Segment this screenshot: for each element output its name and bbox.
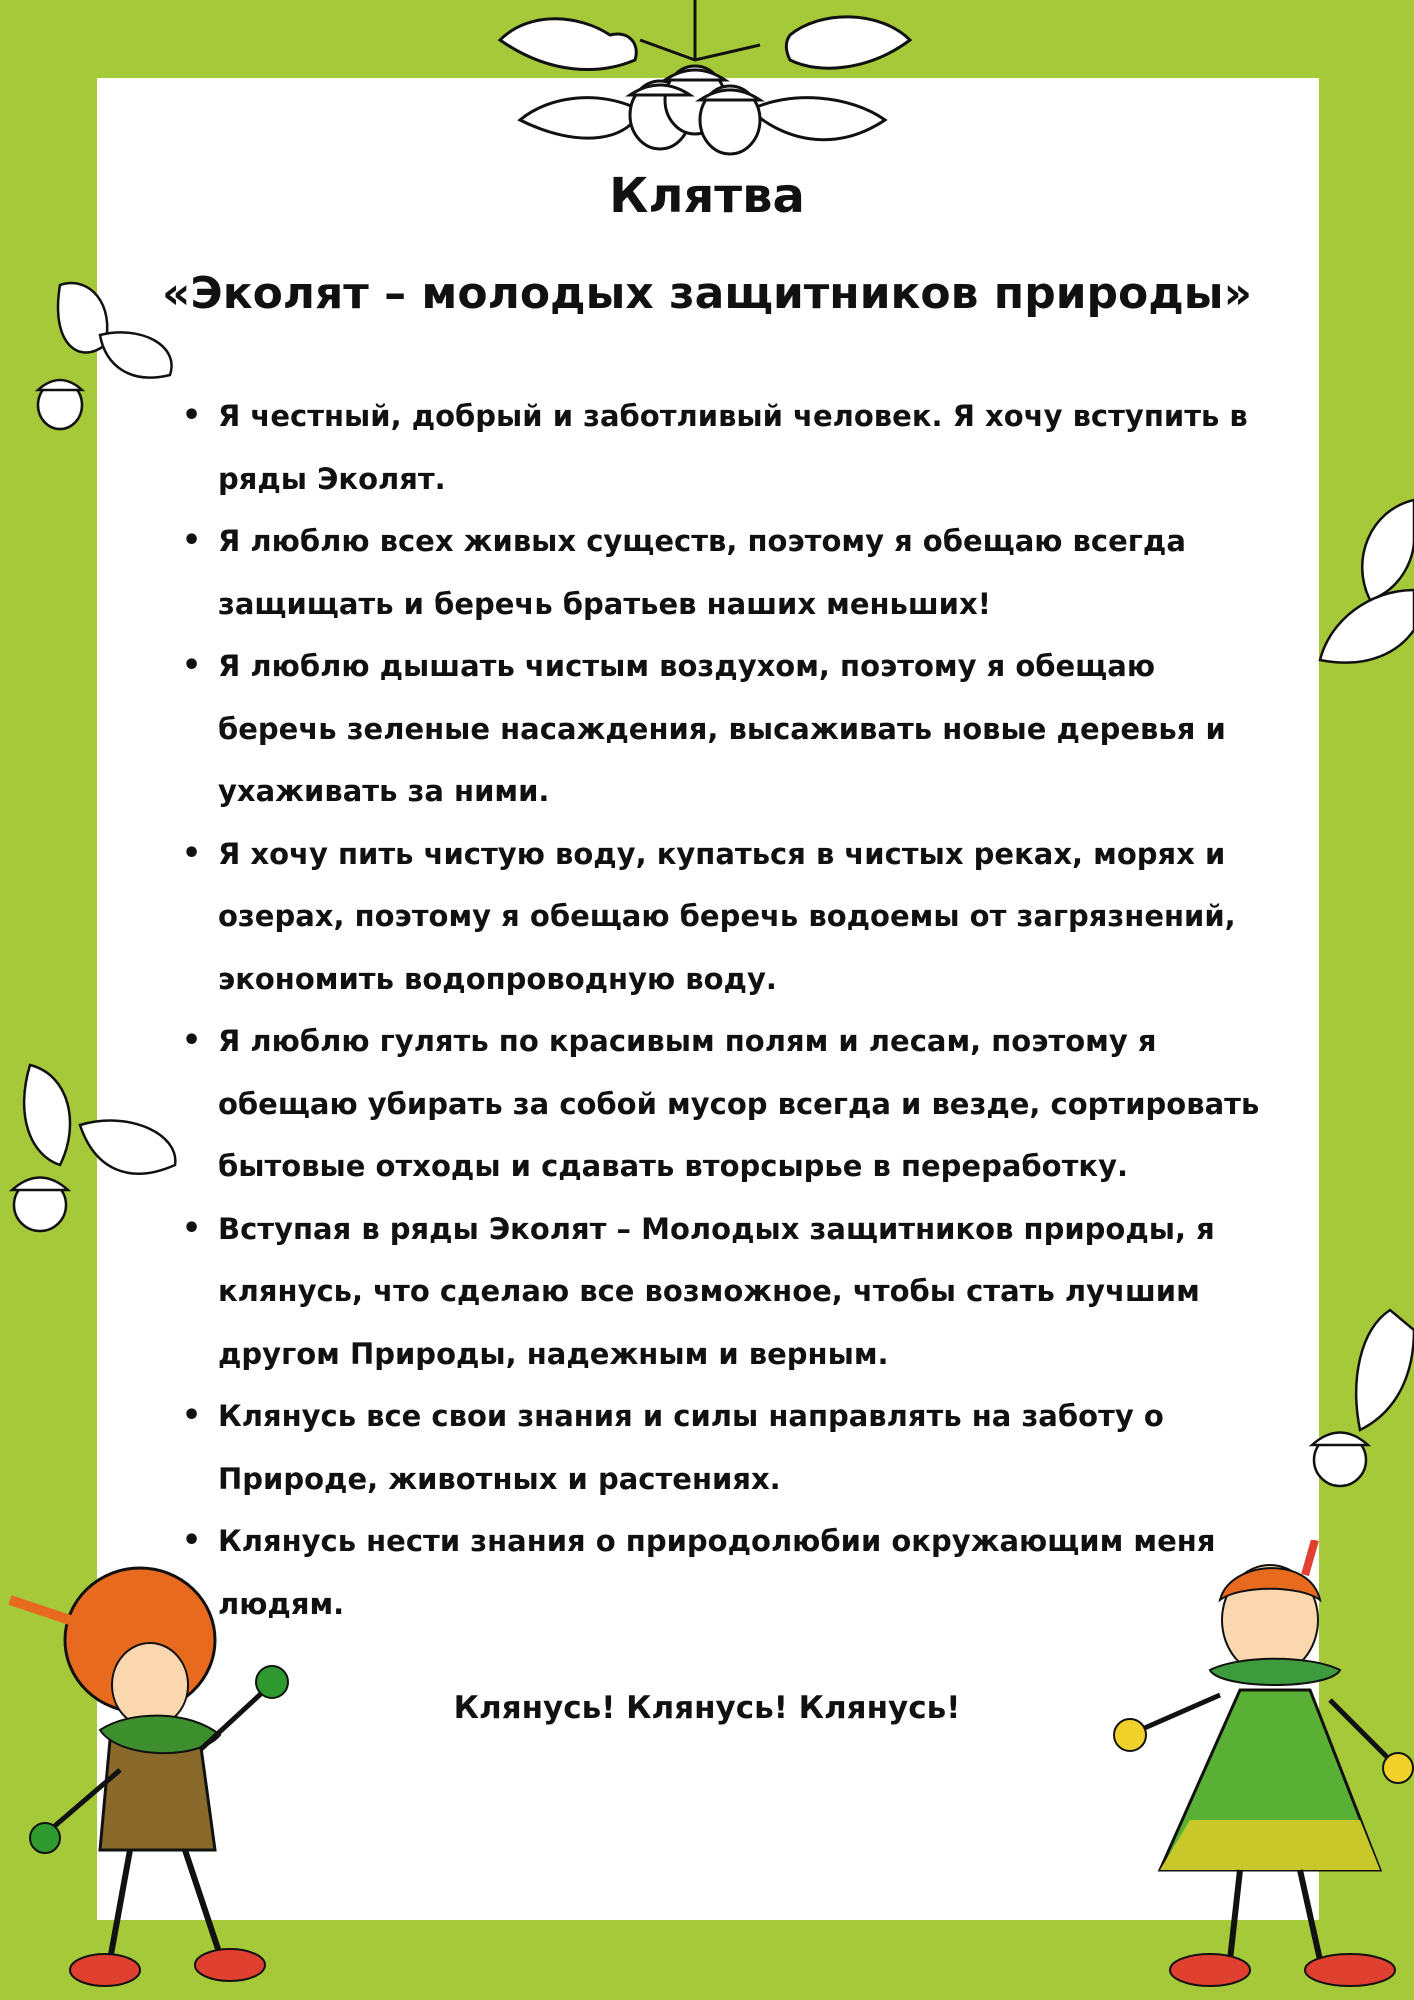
list-item xyxy=(170,1010,1270,1198)
page-title: Клятва xyxy=(609,168,805,224)
oath-item-text: Клянусь все свои знания и силы направлять на заботу о Природе, животных и растениях. xyxy=(218,1399,1164,1496)
bullet-icon: • xyxy=(182,1023,202,1058)
bullet-icon: • xyxy=(182,523,202,558)
bullet-icon: • xyxy=(182,1523,202,1558)
list-item xyxy=(170,385,1270,510)
page-subtitle: «Эколят – молодых защитников природы» xyxy=(161,268,1252,319)
oak-leaves-acorns-top-icon xyxy=(490,0,920,170)
list-item xyxy=(170,1510,1270,1635)
oath-item-text: Я хочу пить чистую воду, купаться в чистых реках, морях и озерах, поэтому я обещаю беречь водоемы от загрязнений, экономить водопроводную воду. xyxy=(218,836,1236,996)
oath-item-text: Я честный, добрый и заботливый человек. Я хочу вступить в ряды Эколят. xyxy=(218,399,1248,496)
list-item xyxy=(170,1385,1270,1510)
bullet-icon: • xyxy=(182,398,202,433)
bullet-icon: • xyxy=(182,1210,202,1246)
bullet-icon: • xyxy=(182,648,202,683)
oak-leaf-left-mid-icon xyxy=(0,1055,190,1240)
list-item xyxy=(170,510,1270,635)
bullet-icon: • xyxy=(182,1398,202,1433)
oath-list xyxy=(170,385,1270,1635)
oath-item-text: Я люблю гулять по красивым полям и лесам, поэтому я обещаю убирать за собой мусор всегда и везде, сортировать бытовые отходы и сдавать вторсырье в переработку. xyxy=(218,1024,1260,1183)
oath-item-text: Я люблю дышать чистым воздухом, поэтому я обещаю беречь зеленые насаждения, высаживать новые деревья и ухаживать за ними. xyxy=(218,649,1226,808)
oath-item-text: Я люблю всех живых существ, поэтому я обещаю всегда защищать и беречь братьев наших меньших! xyxy=(218,524,1186,621)
oak-leaf-right-low-icon xyxy=(1300,1300,1414,1490)
list-item xyxy=(170,635,1270,823)
oath-item-text: Клянусь нести знания о природолюбии окружающим меня людям. xyxy=(218,1524,1216,1621)
oak-leaf-right-mid-icon xyxy=(1300,480,1414,680)
list-item xyxy=(170,1198,1270,1386)
list-item xyxy=(170,823,1270,1011)
oath-item-text: Вступая в ряды Эколят – Молодых защитников природы, я клянусь, что сделаю все возможное, чтобы стать лучшим другом Природы, надежным и верным. xyxy=(218,1211,1215,1371)
bullet-icon: • xyxy=(182,835,202,871)
closing-text: Клянусь! Клянусь! Клянусь! xyxy=(453,1690,961,1726)
